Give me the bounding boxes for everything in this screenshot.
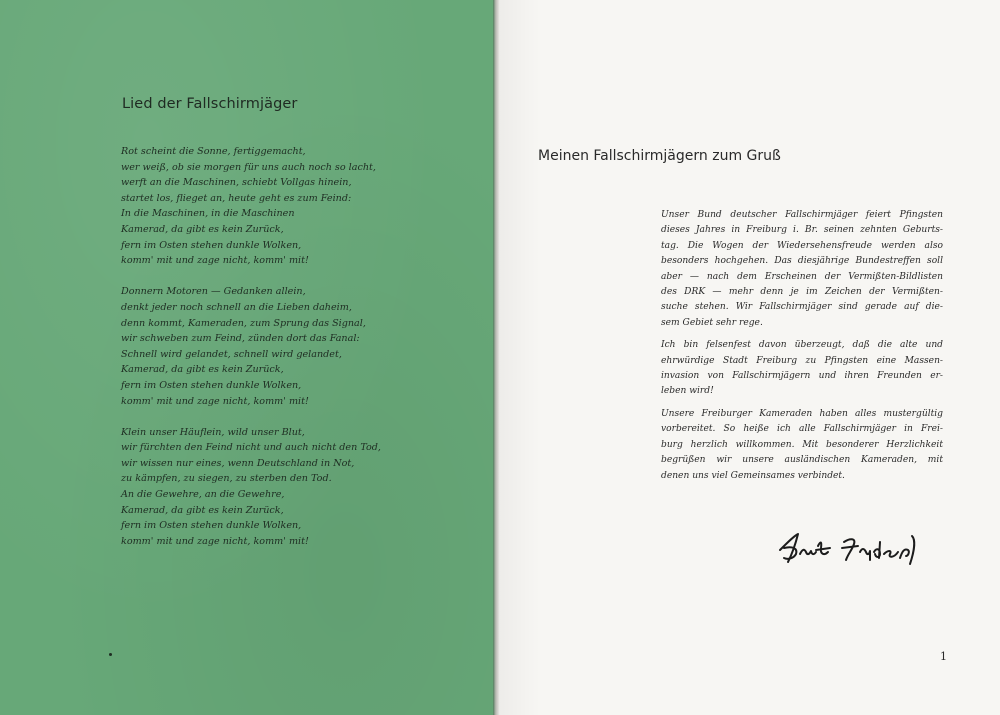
greeting-body bbox=[661, 208, 943, 491]
poem-stanza-1 bbox=[121, 144, 421, 269]
poem-line: An die Gewehre, an die Gewehre, bbox=[121, 489, 285, 501]
body-line: sem Gebiet sehr rege. bbox=[661, 317, 763, 328]
poem-line: fern im Osten stehen dunkle Wolken, bbox=[121, 239, 302, 251]
poem-line: komm' mit und zage nicht, komm' mit! bbox=[121, 255, 309, 267]
poem-line: Schnell wird gelandet, schnell wird gelandet, bbox=[121, 348, 342, 360]
poem-stanza-3 bbox=[121, 425, 421, 550]
body-line: suche stehen. Wir Fallschirmjäger sind gerade auf die- bbox=[661, 302, 943, 313]
poem-line: Donnern Motoren — Gedanken allein, bbox=[121, 286, 306, 298]
poem-line: werft an die Maschinen, schiebt Vollgas hinein, bbox=[121, 177, 352, 189]
poem-title: Lied der Fallschirmjäger bbox=[122, 96, 298, 112]
poem-line: wir schweben zum Feind, zünden dort das Fanal: bbox=[121, 333, 360, 345]
body-line: Unser Bund deutscher Fallschirmjäger feiert Pfingsten bbox=[661, 210, 943, 220]
poem-line: denn kommt, Kameraden, zum Sprung das Signal, bbox=[121, 317, 366, 329]
poem-line: wir wissen nur eines, wenn Deutschland in Not, bbox=[121, 457, 355, 469]
handwritten-signature bbox=[774, 524, 934, 566]
poem-line: Kamerad, da gibt es kein Zurück, bbox=[121, 364, 284, 376]
right-page bbox=[500, 0, 1000, 715]
body-line: aber — nach dem Erscheinen der Vermißten-Bildlisten bbox=[661, 271, 943, 282]
greeting-title: Meinen Fallschirmjägern zum Gruß bbox=[538, 148, 781, 164]
body-line: des DRK — mehr denn je im Zeichen der Vermißten- bbox=[661, 287, 943, 298]
body-line: tag. Die Wogen der Wiedersehensfreude werden also bbox=[661, 240, 943, 251]
paragraph-1 bbox=[661, 208, 943, 331]
poem-line: wer weiß, ob sie morgen für uns auch noch so lacht, bbox=[121, 161, 376, 173]
body-line: ehrwürdige Stadt Freiburg zu Pfingsten eine Massen- bbox=[661, 355, 943, 366]
page-dot bbox=[109, 653, 112, 656]
poem-line: Rot scheint die Sonne, fertiggemacht, bbox=[121, 146, 306, 157]
poem-line: fern im Osten stehen dunkle Wolken, bbox=[121, 520, 302, 532]
body-line: vorbereitet. So heiße ich alle Fallschirmjäger in Frei- bbox=[661, 424, 943, 435]
body-line: invasion von Fallschirmjägern und ihren Freunden er- bbox=[661, 371, 943, 382]
page-number: 1 bbox=[940, 650, 947, 663]
poem-line: zu kämpfen, zu siegen, zu sterben den Tod. bbox=[121, 473, 332, 485]
body-line: besonders hochgehen. Das diesjährige Bundestreffen soll bbox=[661, 256, 943, 267]
paragraph-3 bbox=[661, 407, 943, 484]
body-line: Ich bin felsenfest davon überzeugt, daß die alte und bbox=[661, 340, 943, 351]
poem-line: startet los, flieget an, heute geht es zum Feind: bbox=[121, 192, 352, 204]
body-line: denen uns viel Gemeinsames verbindet. bbox=[661, 470, 845, 481]
paragraph-2 bbox=[661, 338, 943, 400]
body-line: dieses Jahres in Freiburg i. Br. seinen zehnten Geburts- bbox=[661, 225, 943, 236]
poem-stanza-2 bbox=[121, 284, 421, 409]
poem-line: Kamerad, da gibt es kein Zurück, bbox=[121, 223, 284, 235]
body-line: leben wird! bbox=[661, 386, 714, 397]
poem-line: fern im Osten stehen dunkle Wolken, bbox=[121, 379, 302, 391]
body-line: Unsere Freiburger Kameraden haben alles mustergültig bbox=[661, 408, 943, 419]
body-line: burg herzlich willkommen. Mit besonderer Herzlichkeit bbox=[661, 439, 943, 450]
book-spine bbox=[493, 0, 500, 715]
poem-line: wir fürchten den Feind nicht und auch nicht den Tod, bbox=[121, 442, 381, 454]
poem-line: komm' mit und zage nicht, komm' mit! bbox=[121, 535, 309, 547]
poem-line: In die Maschinen, in die Maschinen bbox=[121, 208, 295, 220]
poem-line: Kamerad, da gibt es kein Zurück, bbox=[121, 504, 284, 516]
body-line: begrüßen wir unsere ausländischen Kameraden, mit bbox=[661, 455, 943, 466]
left-page bbox=[0, 0, 493, 715]
poem-line: Klein unser Häuflein, wild unser Blut, bbox=[121, 426, 305, 438]
poem-line: komm' mit und zage nicht, komm' mit! bbox=[121, 395, 309, 407]
poem-line: denkt jeder noch schnell an die Lieben daheim, bbox=[121, 301, 352, 313]
poem-text bbox=[121, 144, 421, 565]
